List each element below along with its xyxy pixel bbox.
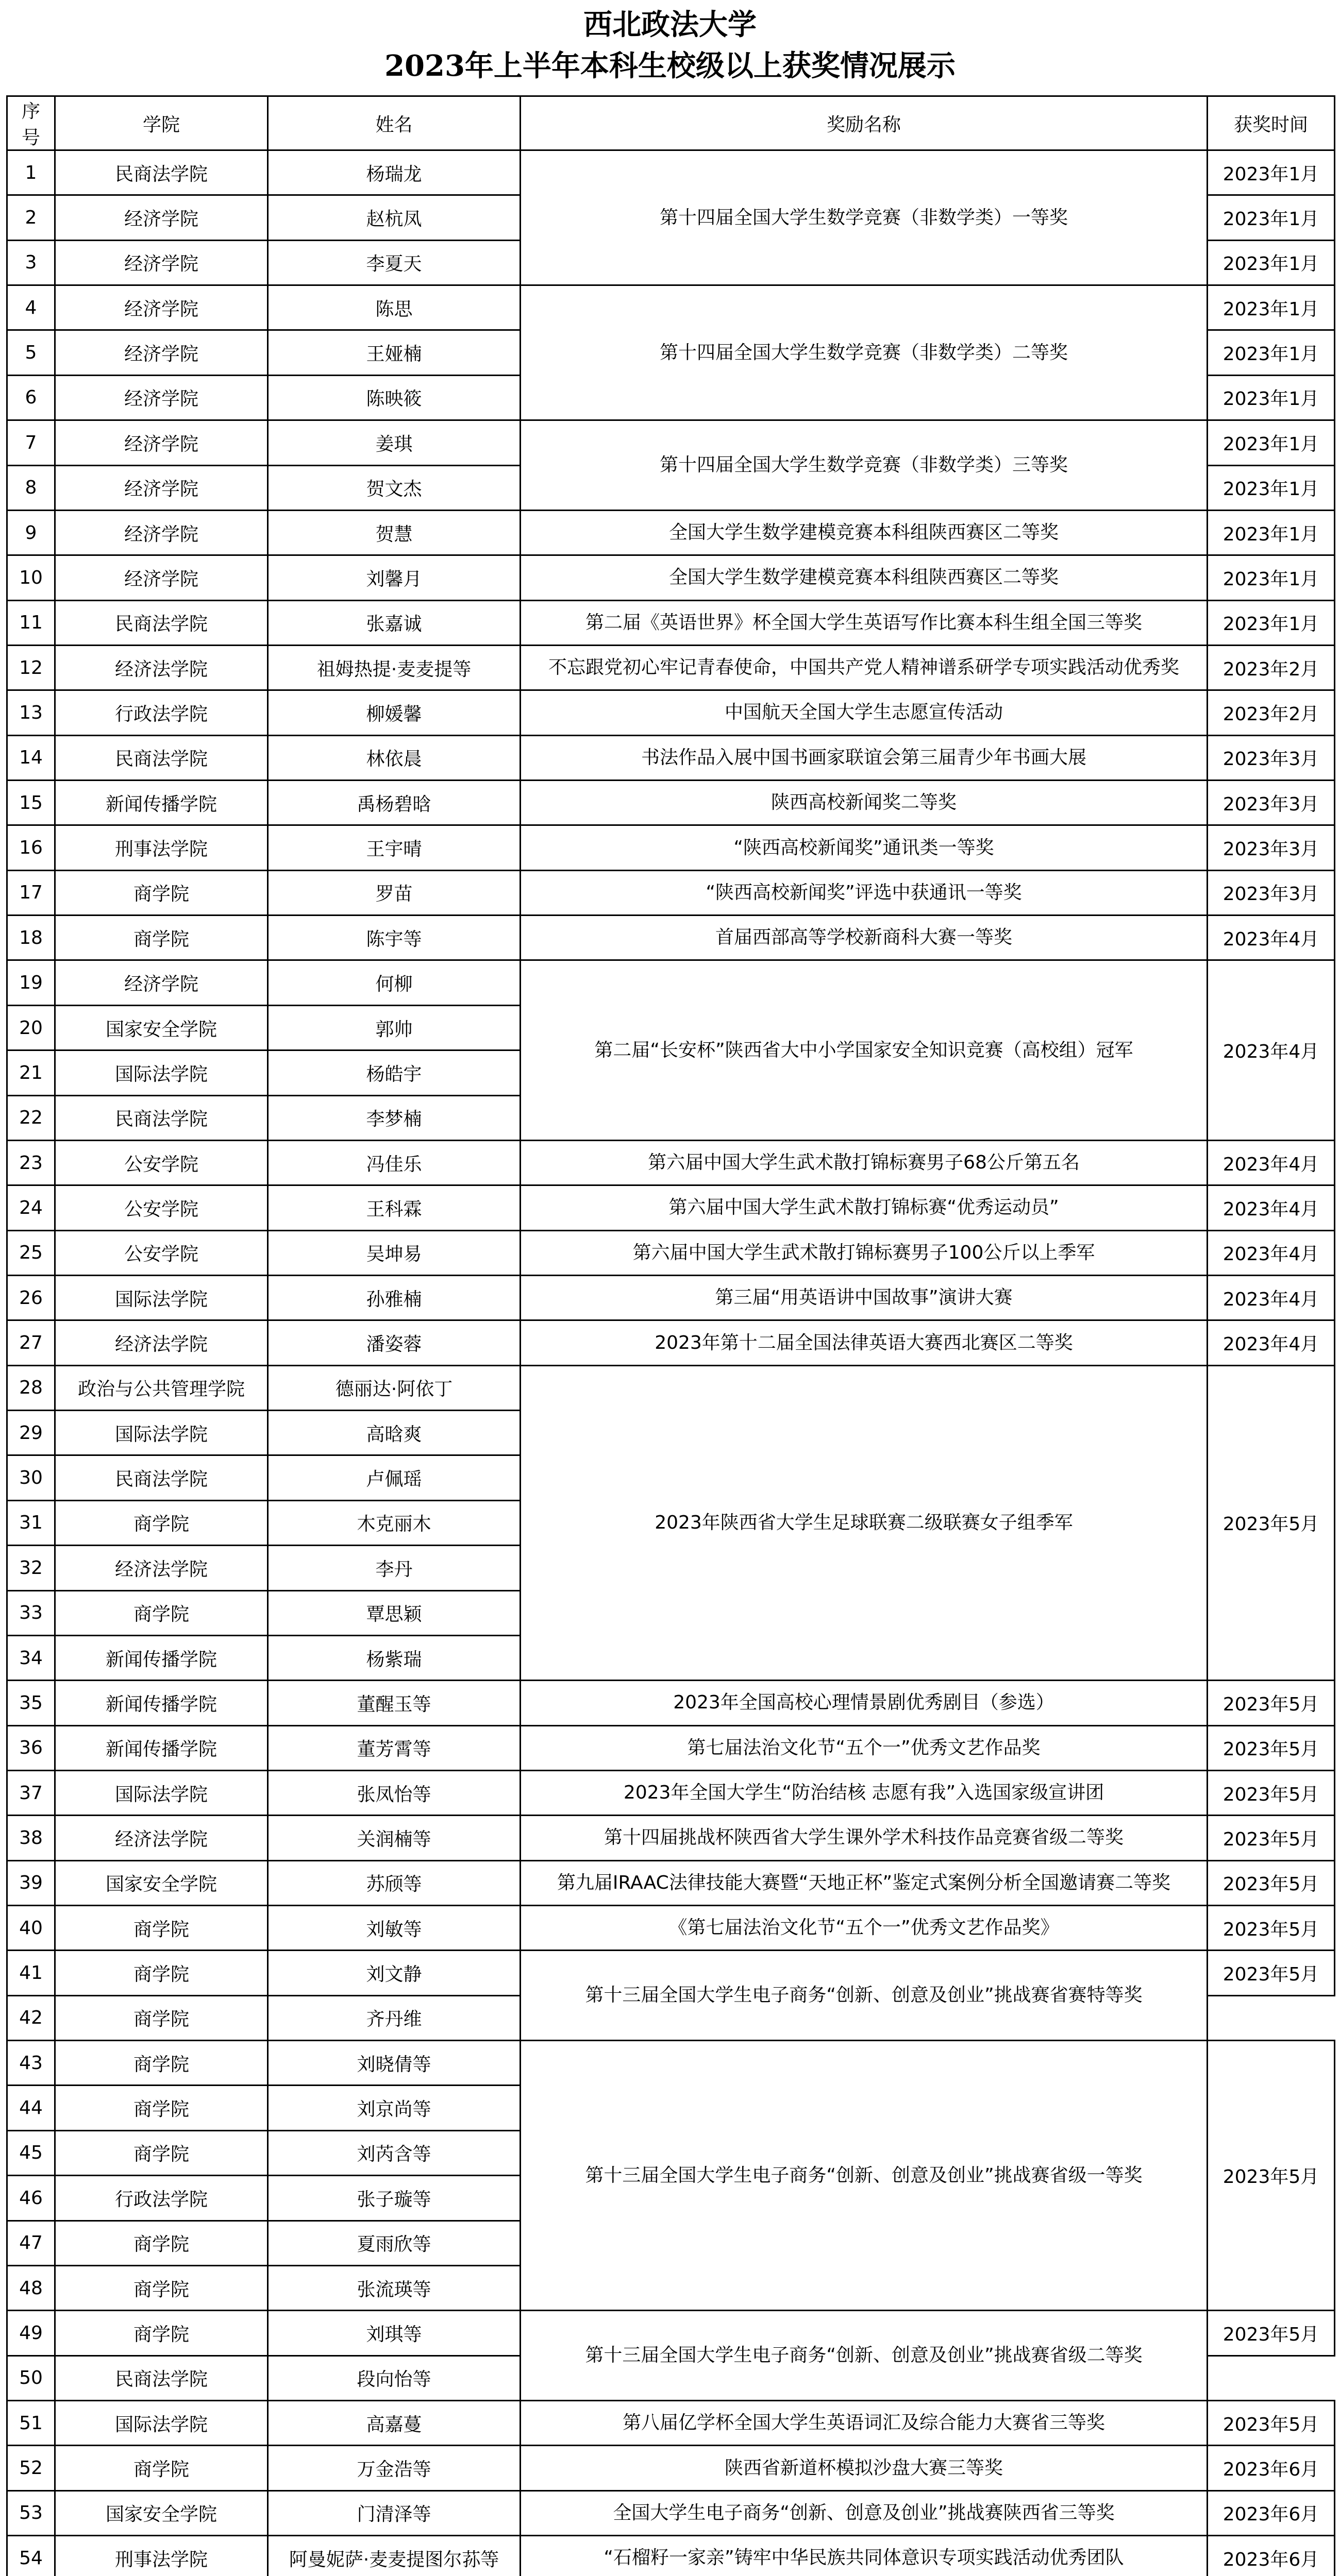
cell-name: 夏雨欣等 <box>268 2221 521 2265</box>
cell-name: 刘芮含等 <box>268 2130 521 2175</box>
cell-award: 首届西部高等学校新商科大赛一等奖 <box>521 916 1208 960</box>
cell-college: 新闻传播学院 <box>55 1725 268 1770</box>
table-row <box>7 510 1335 555</box>
cell-name: 段向怡等 <box>268 2355 521 2400</box>
cell-college: 经济学院 <box>55 240 268 285</box>
cell-name: 陈宇等 <box>268 916 521 960</box>
cell-no: 42 <box>7 1995 55 2040</box>
cell-award: 第十四届全国大学生数学竞赛（非数学类）三等奖 <box>521 420 1208 511</box>
cell-no: 24 <box>7 1185 55 1230</box>
cell-college: 民商法学院 <box>55 2355 268 2400</box>
cell-time: 2023年6月 <box>1208 2536 1335 2576</box>
cell-time: 2023年5月 <box>1208 1906 1335 1951</box>
cell-time: 2023年4月 <box>1208 1230 1335 1275</box>
cell-name: 姜琪 <box>268 420 521 465</box>
cell-time: 2023年1月 <box>1208 240 1335 285</box>
cell-name: 贺慧 <box>268 510 521 555</box>
cell-name: 张嘉诚 <box>268 600 521 645</box>
cell-name: 木克丽木 <box>268 1500 521 1545</box>
cell-no: 32 <box>7 1546 55 1590</box>
cell-name: 董醒玉等 <box>268 1681 521 1725</box>
cell-time: 2023年1月 <box>1208 465 1335 510</box>
cell-college: 商学院 <box>55 1500 268 1545</box>
cell-college: 经济学院 <box>55 330 268 375</box>
cell-time: 2023年1月 <box>1208 600 1335 645</box>
cell-name: 李丹 <box>268 1546 521 1590</box>
cell-college: 行政法学院 <box>55 690 268 735</box>
cell-time: 2023年5月 <box>1208 1681 1335 1725</box>
cell-time: 2023年4月 <box>1208 960 1335 1140</box>
cell-no: 39 <box>7 1860 55 1905</box>
cell-college: 商学院 <box>55 1951 268 1995</box>
cell-award: 第十四届全国大学生数学竞赛（非数学类）二等奖 <box>521 285 1208 420</box>
cell-no: 14 <box>7 735 55 780</box>
cell-name: 门清泽等 <box>268 2490 521 2535</box>
cell-college: 经济学院 <box>55 555 268 600</box>
cell-college: 国家安全学院 <box>55 1860 268 1905</box>
table-row <box>7 690 1335 735</box>
cell-award: 陕西高校新闻奖二等奖 <box>521 781 1208 825</box>
cell-award: 第十四届全国大学生数学竞赛（非数学类）一等奖 <box>521 150 1208 285</box>
cell-no: 6 <box>7 375 55 420</box>
cell-college: 政治与公共管理学院 <box>55 1365 268 1410</box>
cell-college: 刑事法学院 <box>55 825 268 870</box>
cell-award: 2023年全国高校心理情景剧优秀剧目（参选） <box>521 1681 1208 1725</box>
cell-college: 公安学院 <box>55 1230 268 1275</box>
cell-no: 19 <box>7 960 55 1005</box>
cell-college: 国际法学院 <box>55 1770 268 1815</box>
cell-award: 不忘跟党初心牢记青春使命，中国共产党人精神谱系研学专项实践活动优秀奖 <box>521 645 1208 690</box>
cell-name: 王科霖 <box>268 1185 521 1230</box>
table-row <box>7 825 1335 870</box>
cell-no: 9 <box>7 510 55 555</box>
cell-college: 商学院 <box>55 2041 268 2086</box>
cell-college: 经济学院 <box>55 285 268 330</box>
table-row <box>7 1140 1335 1185</box>
cell-no: 44 <box>7 2086 55 2130</box>
table-body <box>7 150 1335 2576</box>
document-title: 西北政法大学 <box>583 8 757 42</box>
cell-no: 12 <box>7 645 55 690</box>
cell-no: 18 <box>7 916 55 960</box>
table-row <box>7 781 1335 825</box>
cell-name: 阿曼妮萨·麦麦提图尔荪等 <box>268 2536 521 2576</box>
table-row <box>7 1906 1335 1951</box>
cell-time: 2023年1月 <box>1208 555 1335 600</box>
table-row <box>7 1185 1335 1230</box>
cell-time: 2023年5月 <box>1208 1951 1335 1995</box>
cell-college: 经济学院 <box>55 510 268 555</box>
cell-college: 商学院 <box>55 1995 268 2040</box>
cell-time: 2023年4月 <box>1208 1140 1335 1185</box>
cell-name: 郭帅 <box>268 1005 521 1050</box>
cell-name: 齐丹维 <box>268 1995 521 2040</box>
cell-award: 《第七届法治文化节“五个一”优秀文艺作品奖》 <box>521 1906 1208 1951</box>
cell-no: 15 <box>7 781 55 825</box>
cell-college: 经济法学院 <box>55 645 268 690</box>
cell-time: 2023年6月 <box>1208 2446 1335 2490</box>
cell-name: 刘馨月 <box>268 555 521 600</box>
cell-name: 冯佳乐 <box>268 1140 521 1185</box>
table-header-row <box>7 96 1335 150</box>
cell-college: 商学院 <box>55 1590 268 1635</box>
cell-college: 商学院 <box>55 2130 268 2175</box>
table-row <box>7 1860 1335 1905</box>
cell-no: 7 <box>7 420 55 465</box>
cell-name: 杨紫瑞 <box>268 1635 521 1680</box>
cell-time: 2023年3月 <box>1208 735 1335 780</box>
cell-time: 2023年1月 <box>1208 285 1335 330</box>
cell-time: 2023年5月 <box>1208 1816 1335 1860</box>
cell-college: 国际法学院 <box>55 1275 268 1320</box>
header-cell-time: 获奖时间 <box>1208 96 1335 150</box>
cell-name: 覃思颖 <box>268 1590 521 1635</box>
table-row <box>7 2311 1335 2355</box>
cell-name: 张凤怡等 <box>268 1770 521 1815</box>
cell-time: 2023年2月 <box>1208 645 1335 690</box>
cell-time: 2023年3月 <box>1208 825 1335 870</box>
cell-award: 第八届亿学杯全国大学生英语词汇及综合能力大赛省三等奖 <box>521 2400 1208 2445</box>
cell-time: 2023年5月 <box>1208 1860 1335 1905</box>
cell-name: 杨皓宇 <box>268 1050 521 1095</box>
cell-no: 2 <box>7 195 55 240</box>
cell-award: 第十三届全国大学生电子商务“创新、创意及创业”挑战赛省级一等奖 <box>521 2041 1208 2311</box>
cell-no: 1 <box>7 150 55 195</box>
cell-award: “陕西高校新闻奖”评选中获通讯一等奖 <box>521 870 1208 915</box>
cell-college: 经济法学院 <box>55 1816 268 1860</box>
cell-award: 2023年全国大学生“防治结核 志愿有我”入选国家级宣讲团 <box>521 1770 1208 1815</box>
cell-no: 40 <box>7 1906 55 1951</box>
cell-name: 刘琪等 <box>268 2311 521 2355</box>
cell-college: 商学院 <box>55 2086 268 2130</box>
cell-no: 13 <box>7 690 55 735</box>
cell-award: 第六届中国大学生武术散打锦标赛“优秀运动员” <box>521 1185 1208 1230</box>
cell-no: 35 <box>7 1681 55 1725</box>
cell-award: 第十四届挑战杯陕西省大学生课外学术科技作品竞赛省级二等奖 <box>521 1816 1208 1860</box>
cell-no: 47 <box>7 2221 55 2265</box>
cell-college: 经济学院 <box>55 465 268 510</box>
cell-time: 2023年5月 <box>1208 2311 1335 2355</box>
cell-name: 林依晨 <box>268 735 521 780</box>
awards-table <box>6 95 1335 2576</box>
table-row <box>7 1275 1335 1320</box>
cell-name: 祖姆热提·麦麦提等 <box>268 645 521 690</box>
cell-name: 高晗爽 <box>268 1411 521 1455</box>
cell-name: 潘姿蓉 <box>268 1320 521 1365</box>
cell-time: 2023年5月 <box>1208 1770 1335 1815</box>
cell-time: 2023年5月 <box>1208 1365 1335 1681</box>
cell-name: 何柳 <box>268 960 521 1005</box>
cell-time: 2023年3月 <box>1208 870 1335 915</box>
table-row <box>7 1230 1335 1275</box>
cell-award: 2023年陕西省大学生足球联赛二级联赛女子组季军 <box>521 1365 1208 1681</box>
table-row <box>7 960 1335 1005</box>
cell-award: 书法作品入展中国书画家联谊会第三届青少年书画大展 <box>521 735 1208 780</box>
cell-award: 第六届中国大学生武术散打锦标赛男子68公斤第五名 <box>521 1140 1208 1185</box>
cell-college: 经济学院 <box>55 375 268 420</box>
cell-no: 29 <box>7 1411 55 1455</box>
cell-no: 8 <box>7 465 55 510</box>
cell-college: 刑事法学院 <box>55 2536 268 2576</box>
cell-no: 25 <box>7 1230 55 1275</box>
cell-time: 2023年1月 <box>1208 195 1335 240</box>
cell-no: 33 <box>7 1590 55 1635</box>
cell-award: 第十三届全国大学生电子商务“创新、创意及创业”挑战赛省赛特等奖 <box>521 1951 1208 2041</box>
cell-name: 德丽达·阿依丁 <box>268 1365 521 1410</box>
cell-time: 2023年4月 <box>1208 1320 1335 1365</box>
cell-time: 2023年4月 <box>1208 1275 1335 1320</box>
cell-no: 37 <box>7 1770 55 1815</box>
table-row <box>7 555 1335 600</box>
cell-no: 22 <box>7 1095 55 1140</box>
cell-no: 30 <box>7 1455 55 1500</box>
cell-award: 全国大学生数学建模竞赛本科组陕西赛区二等奖 <box>521 510 1208 555</box>
cell-time: 2023年1月 <box>1208 150 1335 195</box>
header-cell-award: 奖励名称 <box>521 96 1208 150</box>
cell-name: 陈思 <box>268 285 521 330</box>
table-row <box>7 600 1335 645</box>
cell-no: 5 <box>7 330 55 375</box>
cell-name: 刘京尚等 <box>268 2086 521 2130</box>
cell-name: 陈映筱 <box>268 375 521 420</box>
cell-award: 第十三届全国大学生电子商务“创新、创意及创业”挑战赛省级二等奖 <box>521 2311 1208 2401</box>
table-row <box>7 1770 1335 1815</box>
table-row <box>7 1320 1335 1365</box>
cell-award: 第三届“用英语讲中国故事”演讲大赛 <box>521 1275 1208 1320</box>
cell-name: 刘文静 <box>268 1951 521 1995</box>
cell-name: 张流瑛等 <box>268 2265 521 2310</box>
table-row <box>7 735 1335 780</box>
cell-college: 新闻传播学院 <box>55 781 268 825</box>
cell-no: 10 <box>7 555 55 600</box>
cell-college: 商学院 <box>55 916 268 960</box>
table-row <box>7 645 1335 690</box>
cell-college: 经济学院 <box>55 195 268 240</box>
cell-award: 第二届《英语世界》杯全国大学生英语写作比赛本科生组全国三等奖 <box>521 600 1208 645</box>
table-row <box>7 1365 1335 1410</box>
cell-name: 柳媛馨 <box>268 690 521 735</box>
table-row <box>7 1725 1335 1770</box>
cell-no: 38 <box>7 1816 55 1860</box>
cell-no: 43 <box>7 2041 55 2086</box>
cell-college: 经济学院 <box>55 420 268 465</box>
table-row <box>7 2400 1335 2445</box>
cell-name: 卢佩瑶 <box>268 1455 521 1500</box>
cell-award: 全国大学生数学建模竞赛本科组陕西赛区二等奖 <box>521 555 1208 600</box>
cell-name: 万金浩等 <box>268 2446 521 2490</box>
cell-college: 民商法学院 <box>55 600 268 645</box>
cell-no: 45 <box>7 2130 55 2175</box>
cell-time: 2023年4月 <box>1208 916 1335 960</box>
header-cell-name: 姓名 <box>268 96 521 150</box>
cell-no: 20 <box>7 1005 55 1050</box>
cell-time: 2023年6月 <box>1208 2490 1335 2535</box>
table-row <box>7 2536 1335 2576</box>
cell-no: 41 <box>7 1951 55 1995</box>
cell-college: 商学院 <box>55 2446 268 2490</box>
cell-time: 2023年5月 <box>1208 2400 1335 2445</box>
cell-name: 高嘉蔓 <box>268 2400 521 2445</box>
cell-college: 行政法学院 <box>55 2176 268 2221</box>
cell-no: 17 <box>7 870 55 915</box>
cell-no: 50 <box>7 2355 55 2400</box>
cell-name: 关润楠等 <box>268 1816 521 1860</box>
cell-no: 52 <box>7 2446 55 2490</box>
cell-no: 11 <box>7 600 55 645</box>
cell-no: 23 <box>7 1140 55 1185</box>
cell-no: 46 <box>7 2176 55 2221</box>
table-row <box>7 2490 1335 2535</box>
cell-college: 新闻传播学院 <box>55 1681 268 1725</box>
cell-name: 禹杨碧晗 <box>268 781 521 825</box>
cell-college: 经济学院 <box>55 960 268 1005</box>
cell-no: 53 <box>7 2490 55 2535</box>
header-cell-no: 序号 <box>7 96 55 150</box>
cell-no: 48 <box>7 2265 55 2310</box>
cell-no: 51 <box>7 2400 55 2445</box>
table-row <box>7 420 1335 465</box>
cell-no: 34 <box>7 1635 55 1680</box>
table-row <box>7 1951 1335 1995</box>
cell-name: 李夏天 <box>268 240 521 285</box>
cell-name: 李梦楠 <box>268 1095 521 1140</box>
cell-college: 经济法学院 <box>55 1320 268 1365</box>
cell-college: 商学院 <box>55 1906 268 1951</box>
cell-time: 2023年3月 <box>1208 781 1335 825</box>
cell-time: 2023年5月 <box>1208 2041 1335 2311</box>
cell-name: 杨瑞龙 <box>268 150 521 195</box>
cell-college: 国际法学院 <box>55 1411 268 1455</box>
cell-no: 16 <box>7 825 55 870</box>
table-row <box>7 1681 1335 1725</box>
cell-award: 第九届IRAAC法律技能大赛暨“天地正杯”鉴定式案例分析全国邀请赛二等奖 <box>521 1860 1208 1905</box>
cell-name: 张子璇等 <box>268 2176 521 2221</box>
cell-college: 经济法学院 <box>55 1546 268 1590</box>
cell-name: 王娅楠 <box>268 330 521 375</box>
cell-time: 2023年1月 <box>1208 510 1335 555</box>
cell-college: 国际法学院 <box>55 1050 268 1095</box>
cell-college: 商学院 <box>55 2311 268 2355</box>
cell-name: 董芳霄等 <box>268 1725 521 1770</box>
cell-name: 吴坤易 <box>268 1230 521 1275</box>
cell-time: 2023年2月 <box>1208 690 1335 735</box>
cell-award: 第七届法治文化节“五个一”优秀文艺作品奖 <box>521 1725 1208 1770</box>
cell-name: 王宇晴 <box>268 825 521 870</box>
cell-no: 54 <box>7 2536 55 2576</box>
table-row <box>7 916 1335 960</box>
cell-no: 27 <box>7 1320 55 1365</box>
cell-college: 新闻传播学院 <box>55 1635 268 1680</box>
cell-name: 贺文杰 <box>268 465 521 510</box>
cell-no: 26 <box>7 1275 55 1320</box>
cell-no: 49 <box>7 2311 55 2355</box>
cell-college: 国家安全学院 <box>55 2490 268 2535</box>
cell-award: “陕西高校新闻奖”通讯类一等奖 <box>521 825 1208 870</box>
cell-college: 商学院 <box>55 2265 268 2310</box>
cell-college: 民商法学院 <box>55 150 268 195</box>
cell-college: 国家安全学院 <box>55 1005 268 1050</box>
cell-time: 2023年1月 <box>1208 375 1335 420</box>
cell-award: 第二届“长安杯”陕西省大中小学国家安全知识竞赛（高校组）冠军 <box>521 960 1208 1140</box>
cell-name: 孙雅楠 <box>268 1275 521 1320</box>
cell-name: 苏颀等 <box>268 1860 521 1905</box>
cell-college: 公安学院 <box>55 1185 268 1230</box>
cell-award: 陕西省新道杯模拟沙盘大赛三等奖 <box>521 2446 1208 2490</box>
cell-college: 商学院 <box>55 2221 268 2265</box>
cell-award: 2023年第十二届全国法律英语大赛西北赛区二等奖 <box>521 1320 1208 1365</box>
cell-college: 民商法学院 <box>55 735 268 780</box>
cell-no: 31 <box>7 1500 55 1545</box>
cell-no: 4 <box>7 285 55 330</box>
cell-no: 28 <box>7 1365 55 1410</box>
cell-college: 国际法学院 <box>55 2400 268 2445</box>
table-row <box>7 285 1335 330</box>
cell-award: 第六届中国大学生武术散打锦标赛男子100公斤以上季军 <box>521 1230 1208 1275</box>
cell-time: 2023年4月 <box>1208 1185 1335 1230</box>
cell-college: 民商法学院 <box>55 1095 268 1140</box>
document-subtitle: 2023年上半年本科生校级以上获奖情况展示 <box>384 49 956 83</box>
cell-name: 赵杭凤 <box>268 195 521 240</box>
cell-award: 中国航天全国大学生志愿宣传活动 <box>521 690 1208 735</box>
cell-time: 2023年1月 <box>1208 420 1335 465</box>
cell-college: 商学院 <box>55 870 268 915</box>
header-cell-college: 学院 <box>55 96 268 150</box>
table-row <box>7 2446 1335 2490</box>
cell-name: 刘晓倩等 <box>268 2041 521 2086</box>
cell-award: 全国大学生电子商务“创新、创意及创业”挑战赛陕西省三等奖 <box>521 2490 1208 2535</box>
table-row <box>7 870 1335 915</box>
cell-name: 刘敏等 <box>268 1906 521 1951</box>
table-row <box>7 1816 1335 1860</box>
cell-no: 36 <box>7 1725 55 1770</box>
table-row <box>7 2041 1335 2086</box>
cell-college: 公安学院 <box>55 1140 268 1185</box>
cell-time: 2023年1月 <box>1208 330 1335 375</box>
cell-award: “石榴籽一家亲”铸牢中华民族共同体意识专项实践活动优秀团队 <box>521 2536 1208 2576</box>
cell-name: 罗苗 <box>268 870 521 915</box>
cell-college: 民商法学院 <box>55 1455 268 1500</box>
cell-no: 21 <box>7 1050 55 1095</box>
cell-time: 2023年5月 <box>1208 1725 1335 1770</box>
cell-no: 3 <box>7 240 55 285</box>
table-row <box>7 150 1335 195</box>
